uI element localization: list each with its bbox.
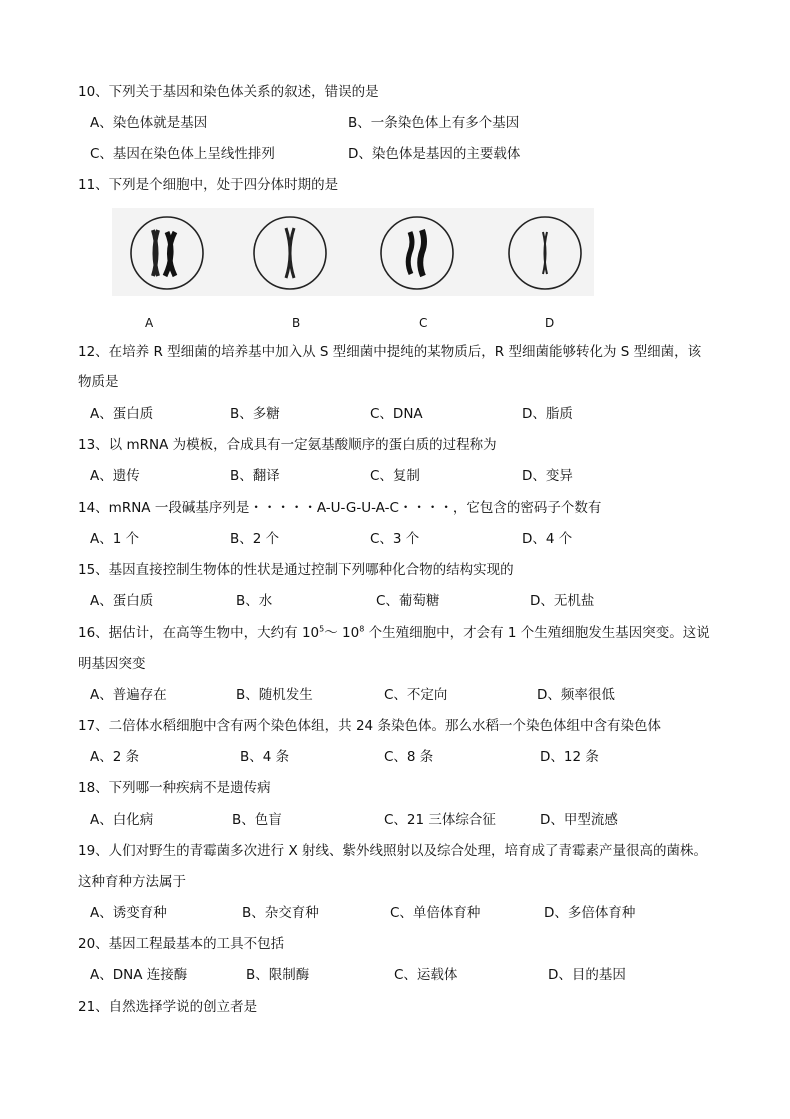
q19-stem: 19、人们对野生的青霉菌多次进行 X 射线、紫外线照射以及综合处理，培育成了青霉素产量很高的菌株。: [78, 843, 708, 859]
q10-option-c: C、基因在染色体上呈线性排列: [90, 146, 275, 162]
q18-option-b: B、色盲: [232, 812, 282, 828]
q18-stem: 18、下列哪一种疾病不是遗传病: [78, 780, 271, 796]
q16-exponent-1: 5: [319, 624, 325, 634]
q14-option-b: B、2 个: [230, 531, 280, 547]
cell-figure-svg: [112, 208, 594, 296]
q18-option-d: D、甲型流感: [540, 812, 618, 828]
q10-option-b: B、一条染色体上有多个基因: [348, 115, 520, 131]
q13-stem: 13、以 mRNA 为模板，合成具有一定氨基酸顺序的蛋白质的过程称为: [78, 437, 497, 453]
q19-option-c: C、单倍体育种: [390, 905, 481, 921]
q13-option-a: A、遗传: [90, 468, 140, 484]
q16-stem: [78, 624, 710, 642]
q18-option-a: A、白化病: [90, 812, 154, 828]
q19-option-d: D、多倍体育种: [544, 905, 636, 921]
cell-division-figure: [112, 208, 594, 296]
q10-option-a: A、染色体就是基因: [90, 115, 208, 131]
q20-stem: 20、基因工程最基本的工具不包括: [78, 936, 285, 952]
q14-option-d: D、4 个: [522, 531, 573, 547]
q19-option-b: B、杂交育种: [242, 905, 319, 921]
q13-option-d: D、变异: [522, 468, 573, 484]
q12-option-c: C、DNA: [370, 406, 423, 422]
cell-b-image: [254, 217, 326, 289]
q12-option-d: D、脂质: [522, 406, 573, 422]
q12-option-a: A、蛋白质: [90, 406, 154, 422]
q13-option-b: B、翻译: [230, 468, 280, 484]
q10-option-d: D、染色体是基因的主要载体: [348, 146, 521, 162]
q20-option-a: A、DNA 连接酶: [90, 967, 188, 983]
q12-stem: 12、在培养 R 型细菌的培养基中加入从 S 型细菌中提纯的某物质后，R 型细菌能够转化为 S 型细菌，该: [78, 344, 702, 360]
q15-option-c: C、葡萄糖: [376, 593, 440, 609]
q16-stem-part1: 16、据估计，在高等生物中，大约有 10: [78, 625, 320, 641]
q15-option-d: D、无机盐: [530, 593, 595, 609]
q12-stem-cont: 物质是: [78, 374, 119, 390]
q20-option-c: C、运载体: [394, 967, 458, 983]
q19-stem-cont: 这种育种方法属于: [78, 874, 186, 890]
q14-option-c: C、3 个: [370, 531, 420, 547]
q20-option-d: D、目的基因: [548, 967, 626, 983]
q16-stem-part2: ～ 10: [324, 625, 360, 641]
q17-option-d: D、12 条: [540, 749, 599, 765]
cell-a-image: [131, 217, 203, 289]
q19-option-a: A、诱变育种: [90, 905, 167, 921]
cell-label-c: C: [419, 316, 428, 330]
q13-option-c: C、复制: [370, 468, 420, 484]
q16-exponent-2: 8: [359, 624, 365, 634]
q16-stem-part3: 个生殖细胞中，才会有 1 个生殖细胞发生基因突变。这说: [364, 625, 710, 641]
cell-c-image: [381, 217, 453, 289]
q16-stem-cont: 明基因突变: [78, 656, 146, 672]
q17-option-b: B、4 条: [240, 749, 290, 765]
q14-option-a: A、1 个: [90, 531, 140, 547]
q17-option-a: A、2 条: [90, 749, 140, 765]
q17-stem: 17、二倍体水稻细胞中含有两个染色体组，共 24 条染色体。那么水稻一个染色体组中含有染色体: [78, 718, 661, 734]
q15-option-a: A、蛋白质: [90, 593, 154, 609]
q15-stem: 15、基因直接控制生物体的性状是通过控制下列哪种化合物的结构实现的: [78, 562, 514, 578]
cell-label-b: B: [292, 316, 301, 330]
q16-option-a: A、普遍存在: [90, 687, 167, 703]
q14-stem: 14、mRNA 一段碱基序列是・・・・・A-U-G-U-A-C・・・・，它包含的密码子个数有: [78, 500, 602, 516]
cell-label-a: A: [145, 316, 154, 330]
q16-option-c: C、不定向: [384, 687, 448, 703]
q21-stem: 21、自然选择学说的创立者是: [78, 999, 258, 1015]
q20-option-b: B、限制酶: [246, 967, 310, 983]
q17-option-c: C、8 条: [384, 749, 434, 765]
q12-option-b: B、多糖: [230, 406, 280, 422]
q11-stem: 11、下列是个细胞中，处于四分体时期的是: [78, 177, 339, 193]
q16-option-b: B、随机发生: [236, 687, 313, 703]
cell-d-image: [509, 217, 581, 289]
q15-option-b: B、水: [236, 593, 273, 609]
cell-label-d: D: [545, 316, 555, 330]
q10-stem: 10、下列关于基因和染色体关系的叙述，错误的是: [78, 84, 379, 100]
q18-option-c: C、21 三体综合征: [384, 812, 496, 828]
q16-option-d: D、频率很低: [537, 687, 615, 703]
